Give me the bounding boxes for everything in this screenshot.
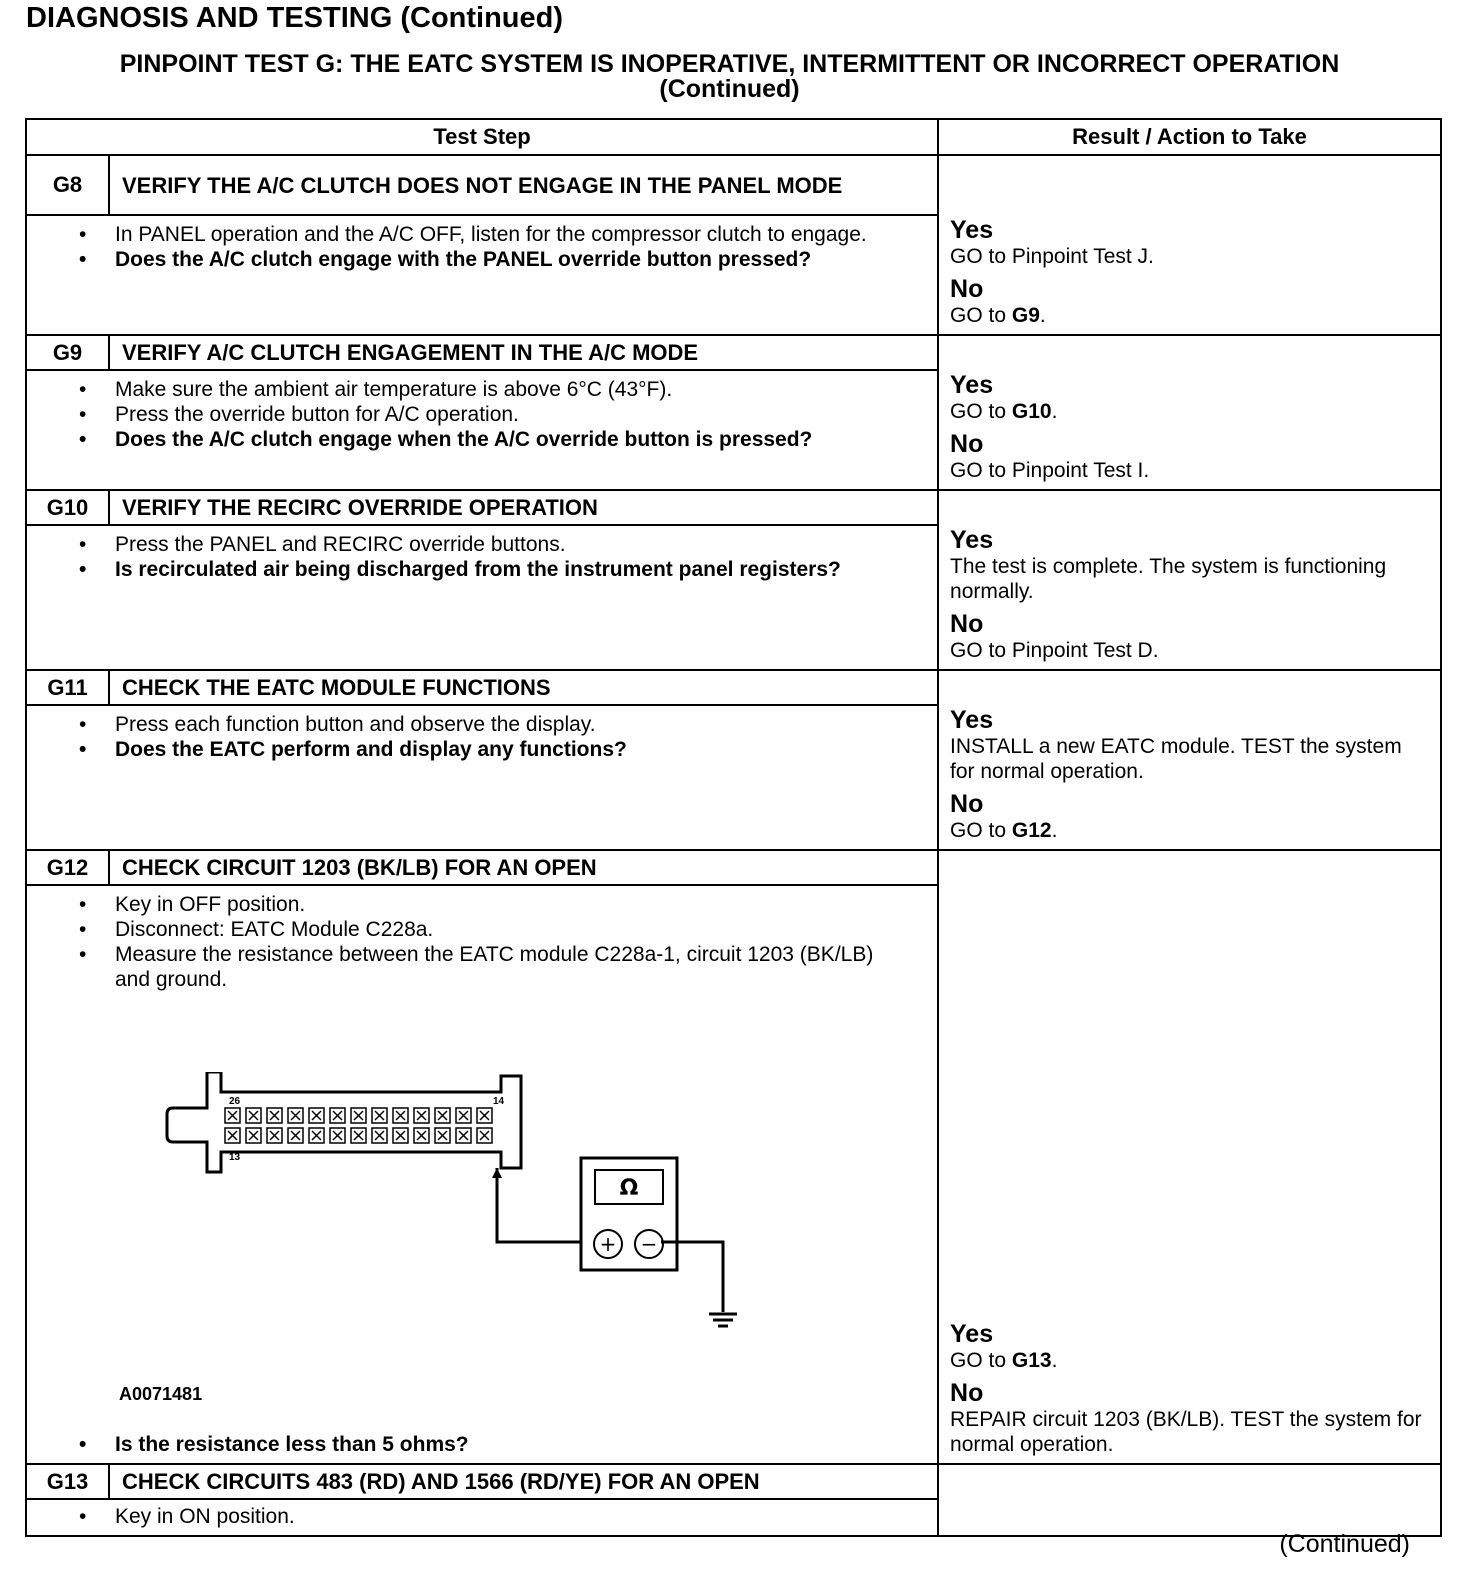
pin-cavity-mark [354,1131,363,1140]
pin-cavity-mark [291,1131,300,1140]
pin-cavity-mark [375,1111,384,1120]
pin-cavity-mark [459,1111,468,1120]
step-result [938,850,1441,1464]
pin-cavity-mark [375,1131,384,1140]
pin-cavity-mark [417,1131,426,1140]
pin-cavity-mark [396,1111,405,1120]
step-result [938,155,1441,335]
pin-cavity-mark [459,1131,468,1140]
yes-action: GO to G13. [950,1349,1058,1372]
step-question: • Does the A/C clutch engage with the PANEL override button pressed? [115,247,907,272]
pin-cavity-mark [249,1131,258,1140]
step-question: • Does the A/C clutch engage when the A/C override button is pressed? [115,427,907,452]
connector-diagram [115,992,907,1432]
step-title: VERIFY THE RECIRC OVERRIDE OPERATION [109,490,938,525]
pin-cavity-mark [249,1111,258,1120]
list-item: • Press the PANEL and RECIRC override buttons. [115,532,907,557]
column-header-result: Result / Action to Take [938,119,1441,155]
pinpoint-test-title [22,52,1437,102]
pin-cavity-mark [312,1131,321,1140]
step-id: G10 [26,490,109,525]
yes-action: GO to Pinpoint Test J. [950,245,1154,268]
list-item: • Make sure the ambient air temperature is above 6°C (43°F). [115,377,907,402]
pin-cavity-mark [270,1111,279,1120]
pin-cavity-mark [396,1131,405,1140]
list-item: • Disconnect: EATC Module C228a. [115,917,907,942]
pin-cavity-mark [333,1111,342,1120]
step-id: G9 [26,335,109,370]
pin-cavity-mark [228,1111,237,1120]
step-result [938,335,1441,490]
ground-icon [709,1314,737,1326]
page-title: DIAGNOSIS AND TESTING (Continued) [26,2,564,34]
step-body [26,370,938,490]
step-title: CHECK THE EATC MODULE FUNCTIONS [109,670,938,705]
pin-cavity-mark [291,1111,300,1120]
yes-action: The test is complete. The system is functioning normally. [950,555,1387,603]
step-id: G11 [26,670,109,705]
step-body [26,705,938,850]
ohmmeter [581,1158,677,1270]
minus-terminal: − [640,1232,658,1256]
no-action: GO to Pinpoint Test D. [950,639,1159,662]
list-item: • Key in OFF position. [115,892,907,917]
pin-label: 14 [493,1096,505,1107]
yes-action: GO to G10. [950,400,1058,423]
yes-label: Yes [950,1320,994,1348]
step-id: G12 [26,850,109,885]
step-result [938,1464,1441,1536]
step-question: • Is recirculated air being discharged from the instrument panel registers? [115,557,907,582]
yes-action: INSTALL a new EATC module. TEST the system for normal operation. [950,735,1402,783]
step-body [26,525,938,670]
yes-label: Yes [950,706,994,734]
no-action: GO to G12. [950,819,1058,842]
no-label: No [950,790,984,818]
pinpoint-test-table [25,118,1442,1537]
subtitle-line1: PINPOINT TEST G: THE EATC SYSTEM IS INOPERATIVE, INTERMITTENT OR INCORRECT OPERATION [119,50,1340,78]
column-header-test-step: Test Step [26,119,938,155]
pin-label: 13 [229,1152,241,1163]
no-action: REPAIR circuit 1203 (BK/LB). TEST the system for normal operation. [950,1408,1422,1456]
pin-cavity-mark [312,1111,321,1120]
plus-terminal: + [599,1232,617,1256]
step-title: CHECK CIRCUIT 1203 (BK/LB) FOR AN OPEN [109,850,938,885]
list-item: • Press the override button for A/C operation. [115,402,907,427]
pin-cavity-mark [417,1111,426,1120]
pin-cavity-mark [228,1131,237,1140]
yes-label: Yes [950,526,994,554]
list-item: • Key in ON position. [115,1504,907,1529]
pin-cavity-mark [270,1131,279,1140]
step-result [938,490,1441,670]
no-label: No [950,275,984,303]
ohm-symbol: Ω [619,1176,639,1201]
step-title: VERIFY A/C CLUTCH ENGAGEMENT IN THE A/C MODE [109,335,938,370]
ohmmeter-connector-figure [161,1072,781,1372]
list-item: • Press each function button and observe the display. [115,712,907,737]
pin-cavity-mark [438,1111,447,1120]
pin-cavity-mark [480,1111,489,1120]
list-item: • Measure the resistance between the EATC module C228a-1, circuit 1203 (BK/LB) and ground. [115,942,907,992]
step-id: G8 [26,155,109,215]
no-action: GO to G9. [950,304,1046,327]
step-title: CHECK CIRCUITS 483 (RD) AND 1566 (RD/YE) FOR AN OPEN [109,1464,938,1499]
step-body [26,215,938,335]
no-label: No [950,1379,984,1407]
no-action: GO to Pinpoint Test I. [950,459,1150,482]
subtitle-line2: (Continued) [659,75,800,103]
step-id: G13 [26,1464,109,1499]
step-result [938,670,1441,850]
step-body [26,1499,938,1536]
no-label: No [950,610,984,638]
connector-pins [225,1108,492,1143]
step-question: • Does the EATC perform and display any functions? [115,737,907,762]
step-question: • Is the resistance less than 5 ohms? [115,1432,907,1457]
pin-cavity-mark [480,1131,489,1140]
continued-note: (Continued) [1279,1530,1410,1558]
step-title: VERIFY THE A/C CLUTCH DOES NOT ENGAGE IN THE PANEL MODE [109,155,938,215]
list-item: • In PANEL operation and the A/C OFF, listen for the compressor clutch to engage. [115,222,907,247]
yes-label: Yes [950,371,994,399]
pin-cavity-mark [438,1131,447,1140]
pin-label: 26 [229,1096,241,1107]
test-lead-positive [497,1168,581,1242]
connector-housing [167,1072,521,1172]
test-lead-negative [661,1242,723,1312]
yes-label: Yes [950,216,994,244]
figure-id: A0071481 [119,1384,203,1404]
pin-cavity-mark [333,1131,342,1140]
pin-cavity-mark [354,1111,363,1120]
step-body [26,885,938,1464]
no-label: No [950,430,984,458]
